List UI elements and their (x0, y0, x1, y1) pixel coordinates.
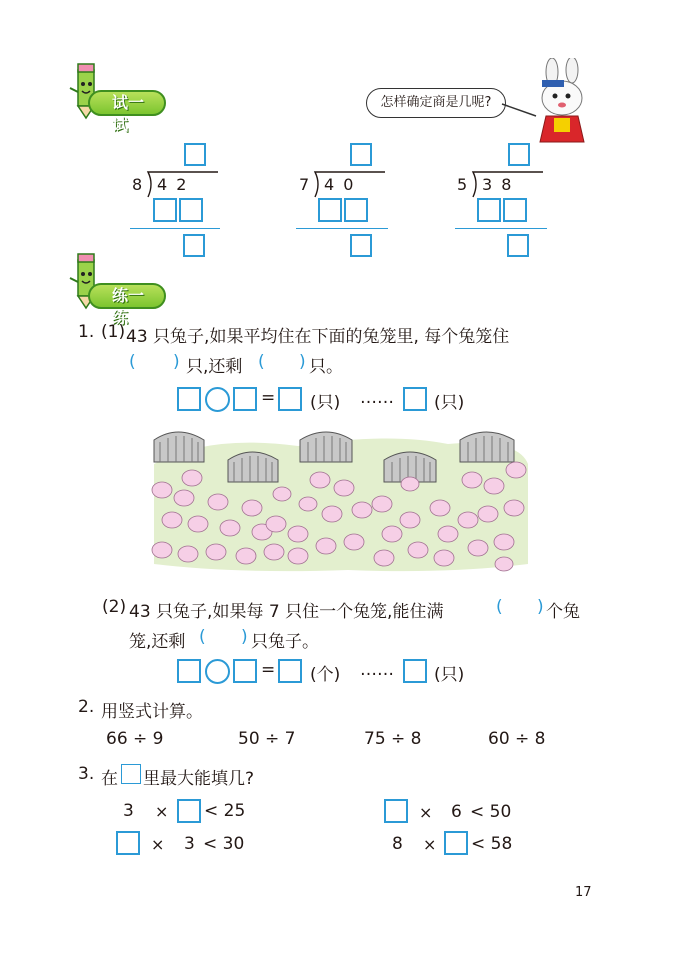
times-sign: × (151, 835, 165, 854)
rabbit-hutch-icon (300, 432, 352, 462)
unit-label: (个) (310, 665, 341, 685)
product-tens-box[interactable] (477, 198, 501, 222)
q3-number: 3. (78, 764, 95, 784)
ellipsis: …… (360, 388, 394, 408)
quotient-box[interactable] (508, 143, 530, 166)
q2-item-2: 50 ÷ 7 (238, 729, 296, 749)
q2-title: 用竖式计算。 (101, 702, 203, 722)
answer-box[interactable] (384, 799, 408, 823)
comparison: < 30 (203, 834, 245, 854)
divisor: 7 (299, 175, 310, 194)
q1-part2-line1a: 43 只兔子,如果每 7 只住一个兔笼,能住满 (129, 602, 444, 622)
q1-part1-label: (1) (101, 322, 126, 342)
unit-label: (只) (310, 393, 341, 413)
dividend: 4 0 (324, 175, 356, 194)
product-ones-box[interactable] (503, 198, 527, 222)
remainder-box[interactable] (403, 659, 427, 683)
divisor-box[interactable] (233, 659, 257, 683)
rabbit-hutch-icon (228, 452, 278, 482)
q3-title-b: 里最大能填几? (143, 769, 255, 789)
answer-blank-close: ) (241, 627, 248, 647)
unit-label: (只) (434, 665, 465, 685)
subtraction-line (130, 228, 220, 229)
answer-blank-open: ( (129, 352, 136, 372)
divisor: 8 (132, 175, 143, 194)
factor: 3 (184, 834, 195, 854)
remainder-box[interactable] (403, 387, 427, 411)
times-sign: × (155, 802, 169, 821)
answer-box[interactable] (177, 799, 201, 823)
divisor-box[interactable] (233, 387, 257, 411)
factor: 6 (451, 802, 462, 822)
subtraction-line (296, 228, 388, 229)
operator-circle[interactable] (205, 387, 230, 412)
answer-blank-open: ( (258, 352, 265, 372)
answer-box[interactable] (116, 831, 140, 855)
try-label: 试一试 (88, 90, 166, 116)
q2-item-1: 66 ÷ 9 (106, 729, 164, 749)
equals-sign: = (261, 388, 276, 408)
factor: 3 (123, 801, 134, 821)
q1-part2-line2b: 只兔子。 (251, 632, 319, 652)
unit-label: (只) (434, 393, 465, 413)
dividend-box[interactable] (177, 387, 201, 411)
q3-title-a: 在 (101, 769, 118, 789)
comparison: < 50 (470, 802, 512, 822)
quotient-box[interactable] (350, 143, 372, 166)
q1-part1-line2a: 只,还剩 (186, 357, 243, 377)
q1-part2-line2a: 笼,还剩 (129, 632, 186, 652)
q2-item-4: 60 ÷ 8 (488, 729, 546, 749)
answer-box[interactable] (444, 831, 468, 855)
q1-number: 1. (78, 322, 95, 342)
answer-blank-close: ) (173, 352, 180, 372)
q1-part1-line2b: 只。 (309, 357, 343, 377)
factor: 8 (392, 834, 403, 854)
dividend-box[interactable] (177, 659, 201, 683)
answer-blank-open: ( (199, 627, 206, 647)
remainder-box[interactable] (350, 234, 372, 257)
remainder-box[interactable] (507, 234, 529, 257)
inline-box-icon (121, 764, 141, 784)
rabbit-hutch-illustration (148, 424, 532, 574)
quotient-box[interactable] (184, 143, 206, 166)
q1-part2-line1b: 个兔 (546, 602, 580, 622)
remainder-box[interactable] (183, 234, 205, 257)
answer-blank-close: ) (537, 597, 544, 617)
answer-blank-open: ( (496, 597, 503, 617)
times-sign: × (419, 803, 433, 822)
answer-blank-close: ) (299, 352, 306, 372)
page-number: 17 (575, 885, 592, 900)
dividend: 3 8 (482, 175, 514, 194)
q1-part1-line1: 43 只兔子,如果平均住在下面的兔笼里, 每个兔笼住 (126, 327, 510, 347)
q2-number: 2. (78, 697, 95, 717)
ellipsis: …… (360, 660, 394, 680)
operator-circle[interactable] (205, 659, 230, 684)
product-tens-box[interactable] (153, 198, 177, 222)
rabbit-hutch-icon (460, 432, 514, 462)
product-ones-box[interactable] (179, 198, 203, 222)
subtraction-line (455, 228, 547, 229)
q1-part2-label: (2) (102, 597, 127, 617)
comparison: < 25 (204, 801, 246, 821)
times-sign: × (423, 835, 437, 854)
equals-sign: = (261, 660, 276, 680)
rabbit-teacher-icon (530, 58, 596, 146)
comparison: < 58 (471, 834, 513, 854)
speech-bubble: 怎样确定商是几呢? (366, 88, 506, 118)
product-tens-box[interactable] (318, 198, 342, 222)
q2-item-3: 75 ÷ 8 (364, 729, 422, 749)
practice-label: 练一练 (88, 283, 166, 309)
quotient-box[interactable] (278, 387, 302, 411)
product-ones-box[interactable] (344, 198, 368, 222)
rabbit-hutch-icon (154, 432, 204, 462)
dividend: 4 2 (157, 175, 189, 194)
divisor: 5 (457, 175, 468, 194)
quotient-box[interactable] (278, 659, 302, 683)
